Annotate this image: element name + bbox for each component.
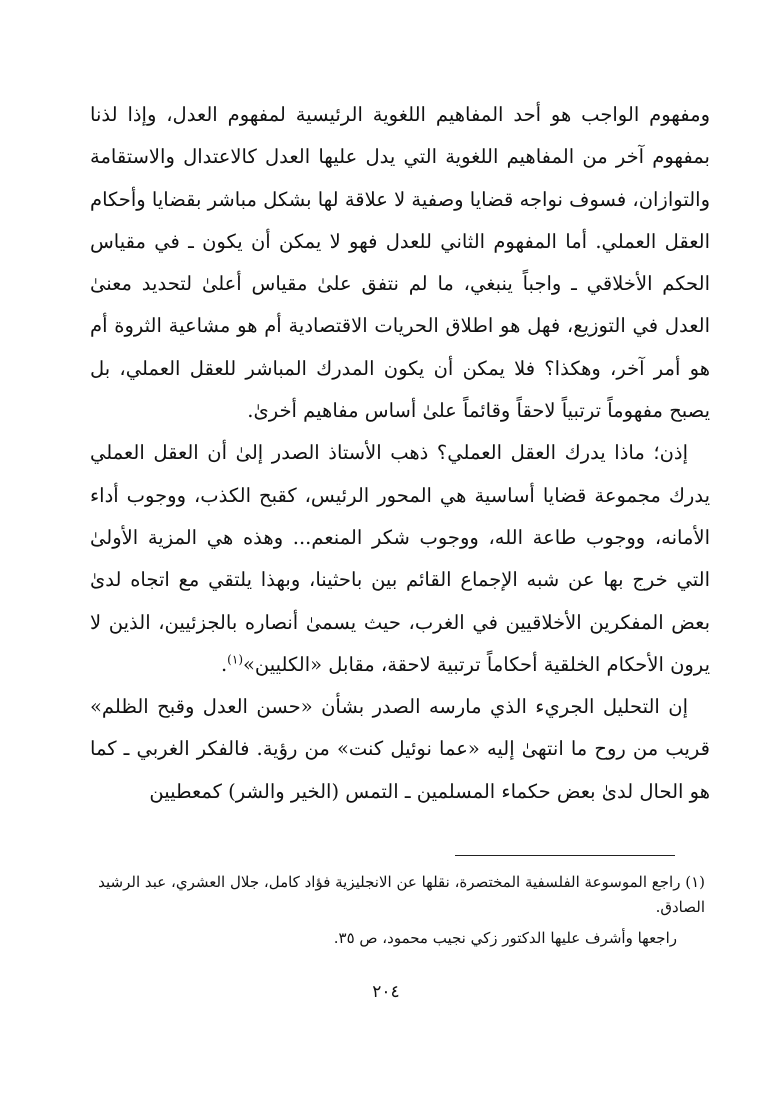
body-text	[90, 94, 710, 813]
footnote-reference[interactable]: (١)	[227, 652, 243, 667]
paragraph-1-text: ومفهوم الواجب هو أحد المفاهيم اللغوية الرئيسية لمفهوم العدل، وإذا لذنا بمفهوم آخر من المفاهيم اللغوية التي يدل عليها العدل كالاعتدال والاستقامة والتوازان، فسوف نواجه قضايا وصفية لا علاقة لها بشكل مباشر بقضايا وأحكام العقل العملي. أما المفهوم الثاني للعدل فهو لا يمكن أن يكون ـ في مقياس الحكم الأخلاقي ـ واجباً ينبغي، ما لم نتفق علىٰ مقياس أعلىٰ لتحديد معنىٰ العدل في التوزيع، فهل هو اطلاق الحريات الاقتصادية أم هو مشاعية الثروة أم هو أمر آخر، وهكذا؟ فلا يمكن أن يكون المدرك المباشر للعقل العملي، بل يصبح مفهوماً ترتبياً لاحقاً وقائماً علىٰ أساس مفاهيم أخرىٰ.	[90, 103, 710, 423]
paragraph-3	[90, 686, 710, 813]
footnote-1: (١) راجع الموسوعة الفلسفية المختصرة، نقلها عن الانجليزية فؤاد كامل، جلال العشري، عبد الرشيد الصادق.	[98, 873, 705, 916]
page-number: ٢٠٤	[372, 982, 400, 1002]
footnotes	[95, 870, 705, 951]
paragraph-1	[90, 94, 710, 432]
footnote-1-continuation: راجعها وأشرف عليها الدكتور زكي نجيب محمود، ص ٣٥.	[333, 929, 677, 947]
paragraph-3-text: إن التحليل الجريء الذي مارسه الصدر بشأن «حسن العدل وقبح الظلم» قريب من روح ما انتهىٰ إليه «عما نوئيل كنت» من رؤية. فالفكر الغربي ـ كما هو الحال لدىٰ بعض حكماء المسلمين ـ التمس (الخير والشر) كمعطيين	[90, 695, 710, 803]
paragraph-2: إذن؛ ماذا يدرك العقل العملي؟ ذهب الأستاذ الصدر إلىٰ أن العقل العملي يدرك مجموعة قضايا أساسية هي المحور الرئيس، كقبح الكذب، ووجوب أداء الأمانه، ووجوب طاعة الله، ووجوب شكر المنعم... وهذه هي المزية الأولىٰ التي خرج بها عن شبه الإجماع القائم بين باحثينا، وبهذا يلتقي مع اتجاه لدىٰ بعض المفكرين الأخلاقيين في الغرب، حيث يسمىٰ أنصاره بالجزئيين، الذين لا يرون الأحكام الخلقية أحكاماً ترتبية لاحقة، مقابل «الكليين»$^{(١)}$.	[90, 441, 710, 676]
footnote-divider	[455, 855, 675, 856]
paragraph-2-text: إذن؛ ماذا يدرك العقل العملي؟ ذهب الأستاذ الصدر إلىٰ أن العقل العملي يدرك مجموعة قضايا أساسية هي المحور الرئيس، كقبح الكذب، ووجوب أداء الأمانه، ووجوب طاعة الله، ووجوب شكر المنعم... وهذه هي المزية الأولىٰ التي خرج بها عن شبه الإجماع القائم بين باحثينا، وبهذا يلتقي مع اتجاه لدىٰ بعض المفكرين الأخلاقيين في الغرب، حيث يسمىٰ أنصاره بالجزئيين، الذين لا يرون الأحكام الخلقية أحكاماً ترتبية لاحقة، مقابل «الكليين»	[90, 441, 710, 676]
